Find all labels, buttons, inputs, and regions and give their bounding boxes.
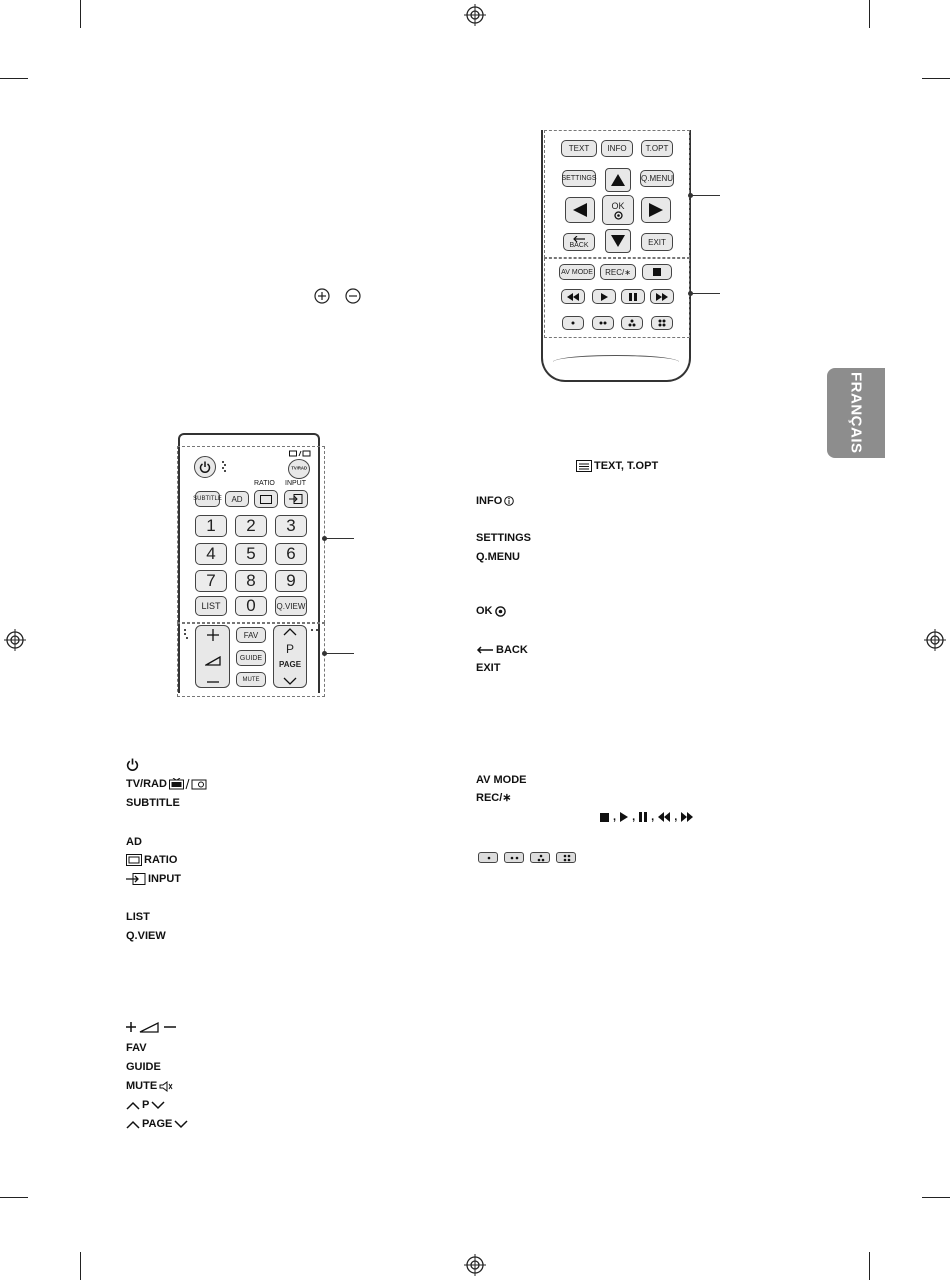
legend-page (126, 1117, 188, 1131)
input-icon (289, 494, 303, 504)
exit-button[interactable] (641, 233, 673, 251)
subtitle-button-label: SUBTITLE (193, 496, 222, 502)
number-7-label: 7 (206, 571, 216, 590)
channel-p-label: P (285, 641, 294, 656)
remote-top-curve (553, 355, 679, 369)
fast-forward-button[interactable] (650, 289, 674, 304)
down-arrow-button[interactable] (605, 229, 631, 253)
crop-mark (0, 1197, 28, 1198)
back-arrow-icon (476, 646, 494, 654)
list-button[interactable] (195, 596, 227, 616)
tv-radio-icon (169, 778, 207, 790)
left-arrow-button[interactable] (565, 197, 595, 223)
minus-circle-icon (345, 288, 361, 304)
av-mode-button[interactable] (559, 264, 595, 280)
qmenu-button[interactable] (640, 170, 674, 187)
number-9-label: 9 (286, 571, 296, 590)
color-button-1[interactable] (562, 316, 584, 330)
fast-forward-icon (656, 293, 668, 301)
ok-circle-icon (495, 606, 506, 617)
crop-mark (869, 0, 870, 28)
legend-ad-label: AD (126, 836, 142, 848)
chevron-up-icon (126, 1101, 140, 1110)
mute-icon (159, 1081, 173, 1092)
ok-button[interactable] (602, 195, 634, 225)
topt-button-label: T.OPT (645, 144, 669, 153)
legend-subtitle-label: SUBTITLE (126, 797, 180, 809)
two-dots-icon (599, 321, 607, 325)
chevron-down-icon (283, 677, 297, 685)
crop-mark (922, 1197, 950, 1198)
legend-power (126, 758, 139, 771)
number-0-button[interactable] (235, 596, 267, 616)
legend-channel-p-label: P (142, 1099, 150, 1111)
language-tab-label: FRANÇAIS (847, 372, 865, 454)
number-8-button[interactable] (235, 570, 267, 592)
ratio-button[interactable] (254, 490, 278, 508)
fast-forward-icon (681, 812, 693, 822)
legend-settings-label: SETTINGS (476, 532, 532, 544)
legend-ok-label: OK (476, 605, 493, 617)
number-8-label: 8 (246, 571, 256, 590)
legend-settings (476, 531, 531, 545)
chevron-down-icon (151, 1101, 165, 1110)
crop-mark (80, 1252, 81, 1280)
chevron-down-icon (174, 1120, 188, 1129)
guide-button-label: GUIDE (239, 654, 263, 662)
tv-rad-button-label: TV/RAD (291, 466, 307, 472)
plus-circle-icon (314, 288, 330, 304)
legend-list (126, 910, 150, 924)
number-2-label: 2 (246, 516, 256, 535)
number-3-button[interactable] (275, 515, 307, 537)
tv-rad-button[interactable] (288, 459, 310, 479)
rec-button[interactable] (600, 264, 636, 280)
info-button-label: INFO (607, 144, 627, 153)
volume-control-icon (126, 1021, 184, 1033)
ad-button-label: AD (231, 494, 243, 504)
legend-exit-label: EXIT (476, 662, 501, 674)
legend-exit (476, 661, 500, 675)
legend-subtitle (126, 796, 180, 810)
legend-channel-p (126, 1098, 165, 1112)
color-button-1-icon (478, 852, 498, 863)
three-dots-icon (628, 319, 636, 327)
input-button[interactable] (284, 490, 308, 508)
legend-color-buttons (478, 852, 579, 863)
topt-button[interactable] (641, 140, 673, 157)
legend-tv-rad (126, 777, 207, 791)
color-button-4[interactable] (651, 316, 673, 330)
ok-circle-icon (614, 211, 623, 220)
number-6-label: 6 (286, 544, 296, 563)
right-arrow-icon (648, 202, 664, 218)
ratio-icon (126, 854, 142, 866)
fav-button-label: FAV (243, 630, 259, 640)
legend-playback-controls: , , , , (600, 810, 693, 824)
legend-qmenu-label: Q.MENU (476, 551, 520, 563)
legend-info (476, 494, 514, 508)
volume-down-icon (207, 680, 219, 684)
registration-mark-icon (4, 629, 26, 651)
av-mode-button-label: AV MODE (561, 268, 593, 276)
number-6-button[interactable] (275, 543, 307, 565)
ratio-button-label: RATIO (254, 480, 275, 487)
chevron-up-icon (283, 628, 297, 636)
legend-back (476, 643, 528, 657)
play-icon (601, 293, 608, 301)
crop-mark (922, 78, 950, 79)
q-view-button-label: Q.VIEW (276, 601, 306, 611)
color-button-4-icon (556, 852, 576, 863)
mute-button[interactable] (236, 672, 266, 687)
legend-ok (476, 604, 506, 618)
text-button-label: TEXT (568, 144, 590, 153)
stop-icon (653, 268, 661, 276)
teletext-icon (576, 460, 592, 472)
legend-input (126, 872, 181, 886)
fav-button[interactable] (236, 627, 266, 643)
legend-fav (126, 1041, 147, 1055)
color-button-2-icon (504, 852, 524, 863)
exit-button-label: EXIT (648, 237, 666, 247)
settings-button[interactable] (562, 170, 596, 187)
callout-line (692, 293, 720, 294)
legend-fav-label: FAV (126, 1042, 147, 1054)
back-button-label: BACK (569, 241, 589, 249)
ratio-icon (260, 495, 272, 504)
one-dot-icon (571, 321, 575, 325)
chevron-up-icon (126, 1120, 140, 1129)
legend-av-mode-label: AV MODE (476, 774, 527, 786)
legend-mute-label: MUTE (126, 1080, 158, 1092)
dots-icon (221, 460, 227, 472)
crop-mark (80, 0, 81, 28)
callout-line (692, 195, 720, 196)
rewind-button[interactable] (561, 289, 585, 304)
pause-button[interactable] (621, 289, 645, 304)
channel-page-label: PAGE (278, 660, 302, 670)
text-button[interactable] (561, 140, 597, 157)
volume-rocker[interactable] (195, 625, 230, 688)
dots-icon (310, 628, 320, 632)
legend-volume (126, 1021, 184, 1033)
legend-av-mode (476, 773, 527, 787)
legend-input-label: INPUT (148, 873, 181, 885)
number-2-button[interactable] (235, 515, 267, 537)
legend-ratio (126, 853, 177, 867)
volume-up-icon (207, 629, 219, 641)
crop-mark (869, 1252, 870, 1280)
number-0-label: 0 (246, 596, 256, 615)
number-7-button[interactable] (195, 570, 227, 592)
rec-button-label: REC/∗ (605, 267, 631, 277)
rewind-icon (567, 293, 579, 301)
legend-rec-label: REC/∗ (476, 792, 512, 804)
dots-icon (183, 628, 189, 640)
registration-mark-icon (464, 1254, 486, 1276)
channel-page-rocker[interactable] (273, 625, 307, 688)
qmenu-button-label: Q.MENU (641, 174, 673, 183)
power-icon (199, 461, 211, 473)
power-button[interactable] (194, 456, 216, 478)
legend-qmenu (476, 550, 520, 564)
guide-button[interactable] (236, 650, 266, 666)
registration-mark-icon (924, 629, 946, 651)
legend-q-view (126, 929, 166, 943)
subtitle-button[interactable] (195, 491, 220, 507)
legend-text-topt (576, 459, 658, 473)
number-4-label: 4 (206, 544, 216, 563)
legend-mute (126, 1079, 173, 1093)
number-5-label: 5 (246, 544, 256, 563)
up-arrow-icon (610, 173, 626, 187)
legend-q-view-label: Q.VIEW (126, 930, 166, 942)
info-button[interactable] (601, 140, 633, 157)
crop-mark (0, 78, 28, 79)
number-4-button[interactable] (195, 543, 227, 565)
legend-back-label: BACK (496, 644, 528, 656)
legend-info-label: INFO (476, 495, 503, 507)
play-icon (620, 812, 628, 822)
legend-page-label: PAGE (142, 1118, 173, 1130)
legend-guide-label: GUIDE (126, 1061, 161, 1073)
number-3-label: 3 (286, 516, 296, 535)
right-arrow-button[interactable] (641, 197, 671, 223)
rewind-icon (658, 812, 670, 822)
down-arrow-icon (610, 234, 626, 248)
number-1-label: 1 (206, 516, 216, 535)
legend-rec (476, 791, 512, 805)
color-button-2[interactable] (592, 316, 614, 330)
input-icon (126, 873, 146, 885)
stop-icon (600, 813, 609, 822)
four-dots-icon (658, 319, 666, 327)
ad-button[interactable] (225, 491, 249, 507)
callout-line (326, 538, 354, 539)
callout-line (326, 653, 354, 654)
tv-radio-small-icon (289, 450, 311, 457)
number-5-button[interactable] (235, 543, 267, 565)
ok-button-label: OK (611, 200, 625, 211)
mute-button-label: MUTE (242, 676, 260, 683)
play-button[interactable] (592, 289, 616, 304)
legend-list-label: LIST (126, 911, 150, 923)
pause-icon (629, 293, 637, 301)
settings-button-label: SETTINGS (561, 175, 597, 182)
volume-icon (205, 656, 221, 666)
legend-tv-rad-label: TV/RAD (126, 778, 167, 790)
info-circle-icon (504, 496, 514, 506)
back-button[interactable] (563, 233, 595, 251)
input-button-label: INPUT (285, 480, 306, 487)
power-icon (126, 758, 139, 771)
stop-button[interactable] (642, 264, 672, 280)
legend-text-topt-label: TEXT, T.OPT (594, 460, 659, 472)
legend-ratio-label: RATIO (144, 854, 178, 866)
pause-icon (639, 812, 647, 822)
legend-ad (126, 835, 142, 849)
up-arrow-button[interactable] (605, 168, 631, 192)
language-tab (827, 368, 885, 458)
list-button-label: LIST (201, 601, 221, 611)
legend-guide (126, 1060, 161, 1074)
number-9-button[interactable] (275, 570, 307, 592)
registration-mark-icon (464, 4, 486, 26)
number-1-button[interactable] (195, 515, 227, 537)
color-button-3-icon (530, 852, 550, 863)
left-arrow-icon (572, 202, 588, 218)
color-button-3[interactable] (621, 316, 643, 330)
q-view-button[interactable] (275, 596, 307, 616)
